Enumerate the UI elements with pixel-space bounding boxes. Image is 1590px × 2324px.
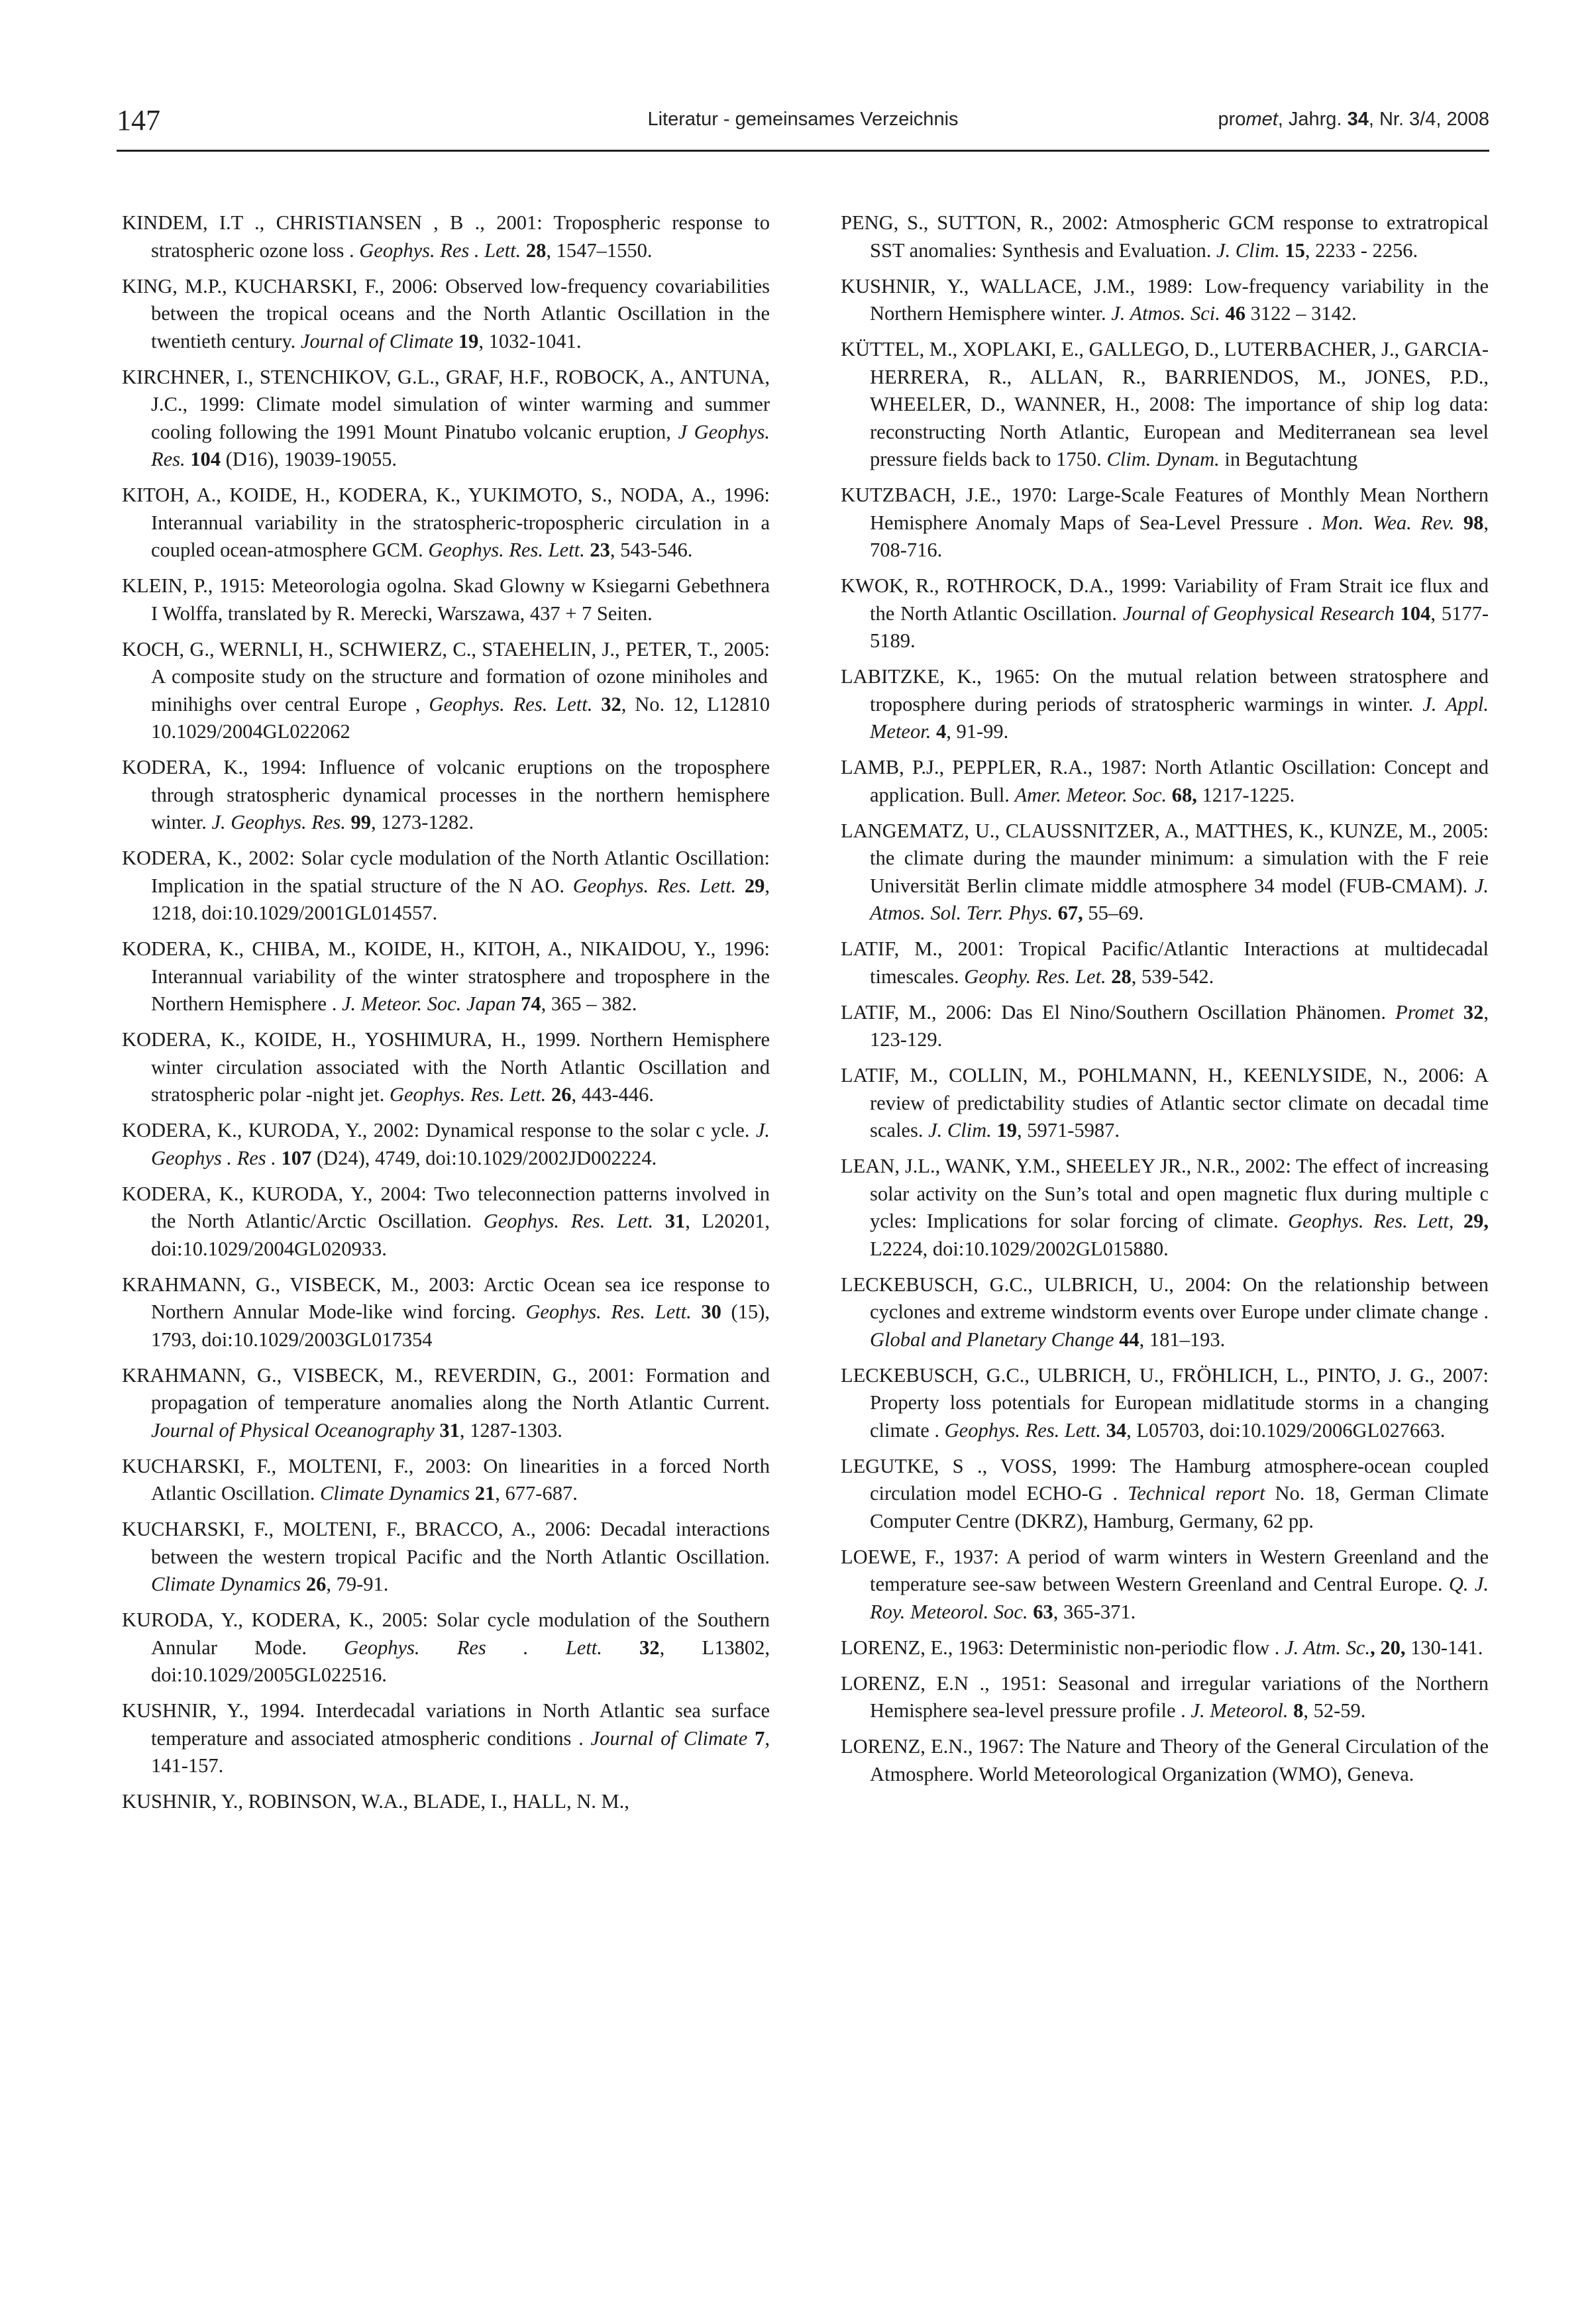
reference-journal: Geophys. Res. Lett. [572,874,737,897]
reference-entry [122,1697,770,1780]
reference-pages: (15), 1793, doi:10.1029/2003GL017354 [151,1300,770,1351]
reference-authors: KWOK, R., ROTHROCK, D.A., 1999: [841,574,1167,597]
reference-authors: KRAHMANN, G., VISBECK, M., REVERDIN, G., 2001: [122,1363,635,1387]
reference-authors: LABITZKE, K., 1965: [841,665,1041,688]
reference-text: A composite study on the structure and formation of ozone miniholes and minihighs over central Europe , [151,665,768,715]
reference-entry [841,1362,1489,1445]
reference-text: The Hamburg atmosphere-ocean coupled circulation model ECHO-G . [870,1454,1489,1505]
reference-volume: 63 [1028,1600,1053,1623]
reference-volume: 29, [1454,1210,1489,1232]
reference-pages: , 141-157. [151,1726,770,1777]
reference-authors: KODERA, K., CHIBA, M., KOIDE, H., KITOH, A., NIKAIDOU, Y., 1996: [122,937,770,960]
reference-journal: J. Atmos. Sol. Terr. Phys. [870,874,1489,924]
reference-journal: J. Appl. Meteor. [870,692,1489,743]
reference-volume: 28 [521,238,547,262]
reference-journal: J. Atmos. Sci. [1111,302,1220,325]
journal-ref-issue: , Nr. 3/4, 2008 [1368,109,1489,130]
reference-journal: Geophys. Res . Lett. [344,1636,602,1659]
reference-text: Seasonal and irregular variations of the Northern Hemisphere sea-level pressure profile . [870,1671,1489,1722]
reference-volume: 23 [584,539,610,561]
reference-authors: LECKEBUSCH, G.C., ULBRICH, U., FRÖHLICH, L., PINTO, J. G., 2007: [841,1363,1489,1387]
reference-volume: 32 [602,1636,660,1659]
reference-authors: KUTZBACH, J.E., 1970: [841,484,1057,506]
reference-column-right [841,209,1489,1797]
reference-authors: LORENZ, E.N., 1967: [841,1735,1025,1758]
reference-pages: , 1032-1041. [478,329,582,352]
reference-pages: , 123-129. [870,1000,1489,1051]
reference-authors: LEAN, J.L., WANK, Y.M., SHEELEY JR., N.R., 2002: [841,1155,1291,1177]
reference-pages: (D24), 4749, doi:10.1029/2002JD002224. [311,1146,657,1169]
reference-pages: , 708-716. [870,511,1489,561]
reference-pages: , 443-446. [571,1083,654,1106]
reference-text: Climate model simulation of winter warming and summer cooling following the 1991 Mount Pinatubo volcanic eruption, [151,393,770,443]
reference-journal: Climate Dynamics [319,1482,470,1505]
reference-authors: LECKEBUSCH, G.C., ULBRICH, U., 2004: [841,1273,1232,1296]
reference-pages: , 2233 - 2256. [1304,238,1418,262]
reference-text: Atmospheric GCM response to extratropical SST anomalies: Synthesis and Evaluation. [870,211,1489,262]
reference-pages: 3122 – 3142. [1245,302,1357,325]
reference-text: Solar cycle modulation of the Southern Annular Mode. [151,1609,770,1659]
reference-text: Das El Nino/Southern Oscillation Phänomen. [992,1000,1396,1024]
reference-entry [841,336,1489,474]
reference-pages: , 79-91. [326,1573,389,1595]
reference-entry [841,663,1489,746]
reference-pages: , 1273-1282. [371,811,474,833]
reference-volume: 4 [931,720,947,743]
reference-entry [841,818,1489,927]
reference-journal: J Geophys. Res. [151,420,770,470]
reference-authors: LATIF, M., COLLIN, M., POHLMANN, H., KEENLYSIDE, N., 2006: [841,1064,1465,1086]
reference-pages: 55–69. [1083,902,1144,924]
reference-volume: 104 [185,448,221,470]
reference-pages: 1217-1225. [1196,783,1295,806]
reference-volume: 32 [1454,1000,1484,1024]
reference-entry [122,482,770,564]
reference-journal: Journal of Climate [590,1726,748,1750]
reference-authors: KODERA, K., KURODA, Y., 2004: [122,1182,427,1205]
reference-authors: KINDEM, I.T ., CHRISTIANSEN , B ., 2001: [122,211,543,234]
reference-entry [122,1607,770,1689]
reference-journal: J. Geophys . Res . [151,1119,770,1169]
reference-journal: Geophys. Res. Lett. [429,692,593,715]
reference-entry [122,1453,770,1508]
reference-text: The importance of ship log data: reconstructing North Atlantic, European and Mediterranean sea level pressure fields back to 1750. [870,393,1489,470]
reference-text: Arctic Ocean sea ice response to Northern Annular Mode-like wind forcing. [151,1273,770,1323]
reference-volume: 8 [1288,1699,1304,1722]
reference-authors: KING, M.P., KUCHARSKI, F., 2006: [122,274,438,297]
journal-reference [1218,109,1489,131]
reference-volume: 74 [515,992,541,1015]
reference-volume: 19 [991,1119,1017,1141]
reference-authors: KITOH, A., KOIDE, H., KODERA, K., YUKIMOTO, S., NODA, A., 1996: [122,484,770,506]
reference-volume: 32 [592,692,621,715]
reference-pages: , 677-687. [495,1482,578,1505]
reference-text: A period of warm winters in Western Greenland and the temperature see-saw between Western Greenland and Central Europe. [870,1545,1489,1595]
page-number: 147 [117,104,160,136]
reference-authors: KODERA, K., KURODA, Y., 2002: [122,1119,420,1141]
reference-journal: Journal of Physical Oceanography [151,1418,435,1442]
reference-text: A review of predictability studies of Atlantic sector climate on decadal time scales. [870,1064,1489,1141]
reference-text: Variability of Fram Strait ice flux and the North Atlantic Oscillation. [870,574,1489,625]
reference-volume: 44 [1114,1328,1140,1351]
reference-pages: , L05703, doi:10.1029/2006GL027663. [1126,1418,1446,1442]
reference-entry [841,209,1489,264]
reference-authors: KUSHNIR, Y., 1994. [122,1699,305,1722]
reference-volume: 99 [345,811,372,833]
reference-pages: , 5177-5189. [870,602,1489,652]
reference-volume: 26 [546,1083,572,1106]
reference-authors: KUSHNIR, Y., ROBINSON, W.A., BLADE, I., HALL, N. M., [122,1790,629,1813]
reference-entry [122,273,770,356]
reference-authors: KIRCHNER, I., STENCHIKOV, G.L., GRAF, H.F., ROBOCK, A., ANTUNA, J.C., 1999: [122,365,770,415]
reference-entry [122,1788,770,1816]
reference-text: Low-frequency variability in the Northern Hemisphere winter. [870,274,1489,325]
reference-volume: 30 [691,1300,721,1323]
reference-text: Interannual variability in the stratospheric-tropospheric circulation in a coupled ocean-atmosphere GCM. [151,511,770,561]
reference-journal: Geophys. Res. Lett. [483,1210,654,1232]
reference-volume: 31 [653,1210,686,1232]
reference-authors: KUCHARSKI, F., MOLTENI, F., 2003: [122,1454,472,1477]
reference-text: Interdecadal variations in North Atlantic sea surface temperature and associated atmospheric conditions . [151,1699,770,1750]
reference-entry [841,1634,1489,1662]
reference-volume: 19 [453,329,479,352]
reference-journal: Technical report [1128,1482,1265,1505]
reference-volume: 98 [1454,511,1484,534]
reference-journal: J. Geophys. Res. [211,811,346,833]
reference-pages: No. 18, German Climate Computer Centre (DKRZ), Hamburg, Germany, 62 pp. [870,1482,1489,1532]
journal-ref-italic: met [1246,109,1278,130]
reference-entry [122,1026,770,1109]
journal-ref-volume: 34 [1347,109,1369,130]
reference-volume: 46 [1220,302,1246,325]
reference-volume: 29 [736,874,765,897]
reference-journal: Geophy. Res. Let. [964,965,1106,988]
reference-authors: LOEWE, F., 1937: [841,1545,999,1568]
reference-journal: J. Meteor. Soc. Japan [341,992,516,1015]
reference-volume: 107 [276,1146,312,1169]
reference-journal: Climate Dynamics [151,1573,301,1595]
reference-authors: KLEIN, P., 1915: [122,574,266,597]
reference-entry [122,845,770,927]
reference-text: Tropospheric response to stratospheric ozone loss . [151,211,770,262]
reference-authors: KODERA, K., 2002: [122,847,295,869]
reference-entry [841,1271,1489,1354]
reference-text: On linearities in a forced North Atlantic Oscillation. [151,1454,770,1505]
reference-authors: KOCH, G., WERNLI, H., SCHWIERZ, C., STAEHELIN, J., PETER, T., 2005: [122,637,770,660]
reference-entry [841,1733,1489,1788]
reference-volume: 28 [1106,965,1132,988]
reference-authors: LATIF, M., 2001: [841,937,1004,960]
reference-journal: Geophys. Res . Lett. [359,238,521,262]
reference-text: On the mutual relation between stratosphere and troposphere during periods of stratospheric warmings in winter. [870,665,1489,715]
reference-authors: KRAHMANN, G., VISBECK, M., 2003: [122,1273,475,1296]
reference-journal: Journal of Geophysical Research [1122,602,1395,625]
reference-journal: Geophys. Res. Lett, [1288,1210,1454,1232]
reference-text: North Atlantic Oscillation: Concept and application. Bull. [870,756,1489,806]
reference-authors: LAMB, P.J., PEPPLER, R.A., 1987: [841,756,1147,778]
reference-pages: , L13802, doi:10.1029/2005GL022516. [151,1636,770,1686]
reference-entry [841,572,1489,655]
reference-entry [122,209,770,264]
reference-authors: LORENZ, E., 1963: [841,1636,1004,1659]
reference-entry [122,364,770,474]
reference-journal: Promet [1395,1000,1454,1024]
reference-text: Decadal interactions between the western tropical Pacific and the North Atlantic Oscillation. [151,1518,770,1568]
reference-text: Formation and propagation of temperature anomalies along the North Atlantic Current. [151,1363,770,1414]
reference-text: Solar cycle modulation of the North Atlantic Oscillation: Implication in the spatial structure of the N AO. [151,847,770,897]
reference-volume: 26 [301,1573,327,1595]
reference-pages: 130-141. [1405,1636,1483,1659]
reference-text: the climate during the maunder minimum: a simulation with the F reie Universität Berlin climate middle atmosphere 34 model (FUB-CMAM). [870,847,1489,897]
reference-journal: Amer. Meteor. Soc. [1014,783,1167,806]
reference-entry [841,1153,1489,1263]
header-rule [117,150,1489,152]
reference-pages: , 543-546. [610,539,693,561]
reference-pages: , 52-59. [1303,1699,1366,1722]
reference-entry [841,482,1489,564]
reference-entry [122,1271,770,1354]
reference-pages: , 365-371. [1053,1600,1136,1623]
reference-volume: 7 [747,1726,765,1750]
reference-entry [841,1453,1489,1536]
reference-journal: Mon. Wea. Rev. [1321,511,1455,534]
reference-authors: LANGEMATZ, U., CLAUSSNITZER, A., MATTHES, K., KUNZE, M., 2005: [841,819,1489,842]
reference-text: Influence of volcanic eruptions on the troposphere through stratospheric dynamical processes in the northern hemisphere winter. [151,756,770,833]
reference-entry [122,1117,770,1172]
reference-text: Observed low-frequency covariabilities between the tropical oceans and the North Atlantic Oscillation in the twentieth century. [151,274,770,352]
reference-authors: LEGUTKE, S ., VOSS, 1999: [841,1454,1117,1477]
reference-volume: 104 [1394,602,1431,625]
reference-journal: Geophys. Res. Lett. [525,1300,692,1323]
reference-text: Meteorologia ogolna. Skad Glowny w Ksiegarni Gebethnera I Wolffa, translated by R. Merecki, Warszawa, 437 + 7 Seiten. [151,574,770,625]
reference-entry [122,1516,770,1599]
reference-pages: , 181–193. [1139,1328,1226,1351]
reference-pages: , No. 12, L12810 10.1029/2004GL022062 [151,692,770,743]
reference-entry [122,1362,770,1445]
reference-text: The effect of increasing solar activity on the Sun’s total and open magnetic flux during multiple c ycles: Implications for solar forcing of climate. [870,1155,1489,1232]
reference-authors: LORENZ, E.N ., 1951: [841,1671,1047,1695]
reference-entry [841,1062,1489,1145]
reference-pages: in Begutachtung [1219,448,1358,470]
reference-volume: 21 [470,1482,496,1505]
reference-entry [841,935,1489,990]
reference-journal: Clim. Dynam. [1106,448,1220,470]
reference-pages: , 365 – 382. [541,992,637,1015]
reference-pages: L2224, doi:10.1029/2002GL015880. [870,1237,1169,1260]
reference-volume: 67, [1052,902,1083,924]
reference-text: Interannual variability of the winter stratosphere and troposphere in the Northern Hemisphere . [151,965,770,1015]
reference-volume: , 20, [1370,1636,1406,1659]
reference-journal: J. Atm. Sc. [1285,1636,1371,1659]
reference-journal: Q. J. Roy. Meteorol. Soc. [870,1573,1489,1623]
reference-authors: PENG, S., SUTTON, R., 2002: [841,211,1108,234]
reference-journal: Geophys. Res. Lett. [944,1418,1101,1442]
reference-text: Two teleconnection patterns involved in the North Atlantic/Arctic Oscillation. [151,1182,770,1232]
journal-ref-mid: , Jahrg. [1277,109,1348,130]
reference-pages: , 1287-1303. [459,1418,562,1442]
reference-pages: , L20201, doi:10.1029/2004GL020933. [151,1210,770,1260]
reference-journal: J. Clim. [1216,238,1280,262]
reference-journal: Journal of Climate [300,329,454,352]
reference-text: Deterministic non-periodic flow . [1004,1636,1285,1659]
reference-pages: , 91-99. [946,720,1009,743]
reference-entry [841,1670,1489,1725]
reference-journal: Geophys. Res. Lett. [428,539,585,561]
reference-pages: , 539-542. [1131,965,1214,988]
reference-authors: KURODA, Y., KODERA, K., 2005: [122,1609,429,1631]
reference-journal: J. Meteorol. [1191,1699,1289,1722]
reference-volume: 31 [434,1418,460,1442]
reference-text: The Nature and Theory of the General Circulation of the Atmosphere. World Meteorological Organization (WMO), Geneva. [870,1735,1489,1785]
reference-journal: Geophys. Res. Lett. [389,1083,547,1106]
reference-volume: 15 [1279,238,1305,262]
reference-text: Property loss potentials for European midlatitude storms in a changing climate . [870,1391,1489,1442]
reference-entry [122,572,770,627]
reference-authors: KODERA, K., 1994: [122,756,307,778]
reference-text: Tropical Pacific/Atlantic Interactions at multidecadal timescales. [870,937,1489,988]
section-title: Literatur - gemeinsames Verzeichnis [647,109,959,130]
reference-authors: KUSHNIR, Y., WALLACE, J.M., 1989: [841,274,1193,297]
reference-volume: 68, [1167,783,1197,806]
reference-entry [841,999,1489,1054]
reference-entry [122,1181,770,1263]
reference-text: On the relationship between cyclones and extreme windstorm events over Europe under climate change . [870,1273,1489,1323]
reference-pages: , 5971-5987. [1016,1119,1120,1141]
reference-authors: KUCHARSKI, F., MOLTENI, F., BRACCO, A., 2006: [122,1518,592,1540]
reference-text: Northern Hemisphere winter circulation associated with the North Atlantic Oscillation and stratospheric polar -night jet. [151,1028,770,1106]
reference-authors: LATIF, M., 2006: [841,1000,992,1024]
reference-entry [841,1544,1489,1626]
reference-authors: KÜTTEL, M., XOPLAKI, E., GALLEGO, D., LUTERBACHER, J., GARCIA-HERRERA, R., ALLAN, R., BARRIENDOS, M., JONES, P.D., WHEELER, D., WANNER, H., 2008: [841,338,1489,415]
reference-volume: 34 [1100,1418,1127,1442]
reference-authors: KODERA, K., KOIDE, H., YOSHIMURA, H., 1999. [122,1028,581,1051]
reference-entry [122,935,770,1018]
reference-column-left [122,209,770,1824]
reference-journal: Global and Planetary Change [870,1328,1114,1351]
reference-journal: J. Clim. [928,1119,992,1141]
reference-entry [841,754,1489,809]
reference-entry [841,273,1489,328]
reference-entry [122,636,770,746]
reference-pages: , 1547–1550. [546,238,653,262]
reference-text: Large-Scale Features of Monthly Mean Northern Hemisphere Anomaly Maps of Sea-Level Pressure . [870,484,1489,534]
journal-ref-prefix: pro [1218,109,1246,130]
reference-text: Dynamical response to the solar c ycle. [419,1119,756,1141]
reference-pages: , 1218, doi:10.1029/2001GL014557. [151,874,770,924]
reference-pages: (D16), 19039-19055. [221,448,398,470]
page-header [117,99,1489,147]
reference-entry [122,754,770,837]
